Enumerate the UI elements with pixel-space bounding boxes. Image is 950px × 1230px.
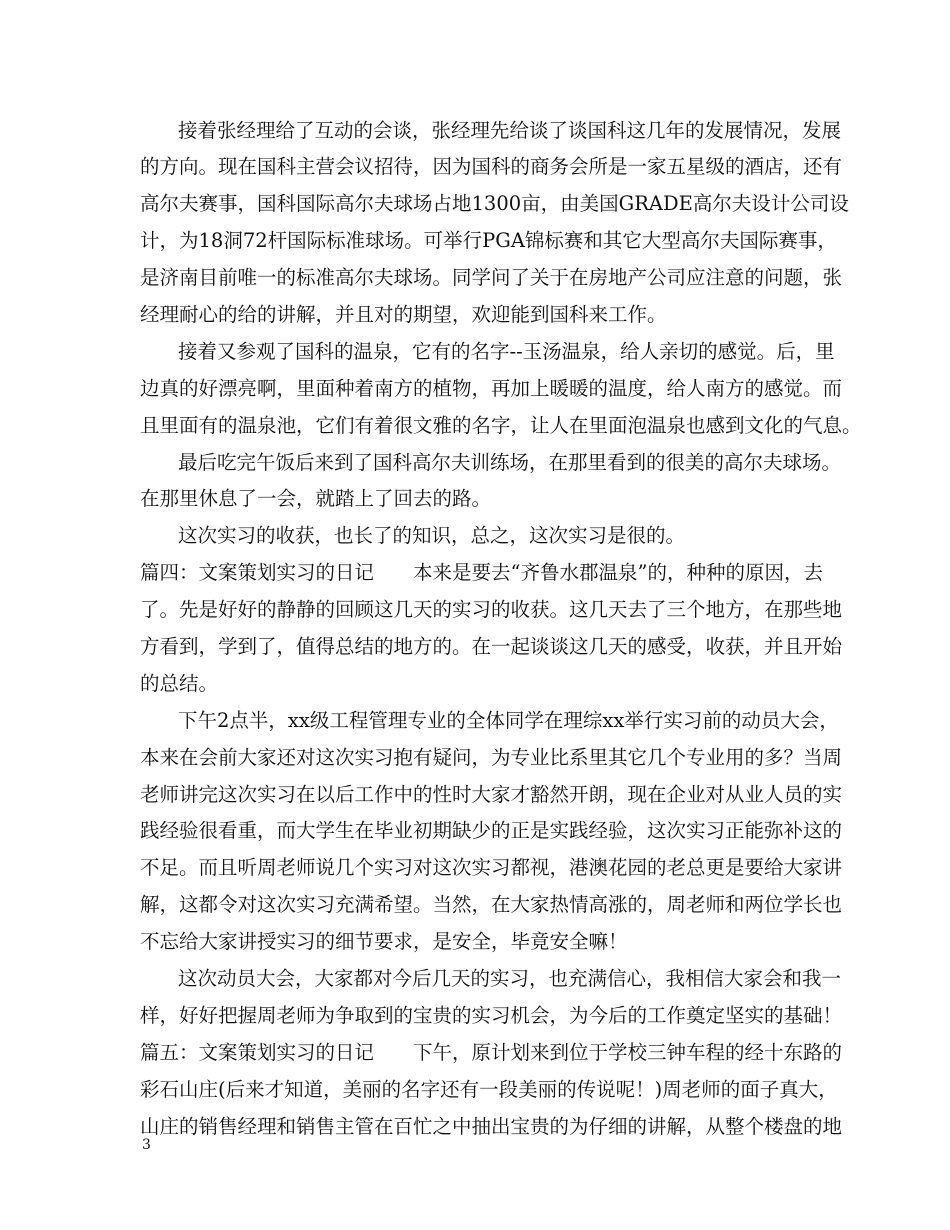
- text-line: 高尔夫赛事，国科国际高尔夫球场占地1300亩，由美国GRADE高尔夫设计公司设: [140, 192, 849, 215]
- text-line: 篇四：文案策划实习的日记 本来是要去“齐鲁水郡温泉”的，种种的原因，去: [140, 561, 823, 584]
- text-line: 解，这都令对这次实习充满希望。当然，在大家热情高涨的，周老师和两位学长也: [140, 893, 843, 916]
- text-line: 彩石山庄(后来才知道，美丽的名字还有一段美丽的传说呢！)周老师的面子真大，: [140, 1078, 838, 1101]
- text-line: 的方向。现在国科主营会议招待，因为国科的商务会所是一家五星级的酒店，还有: [140, 155, 843, 178]
- text-line: 践经验很看重，而大学生在毕业初期缺少的正是实践经验，这次实习正能弥补这的: [140, 819, 843, 842]
- text-line: 边真的好漂亮啊，里面种着南方的植物，再加上暖暖的温度，给人南方的感觉。而: [140, 377, 843, 400]
- text-line: 不足。而且听周老师说几个实习对这次实习都视，港澳花园的老总更是要给大家讲: [140, 856, 843, 879]
- text-line: 了。先是好好的静静的回顾这几天的实习的收获。这几天去了三个地方，在那些地: [140, 598, 843, 621]
- text-line: 篇五：文案策划实习的日记 下午，原计划来到位于学校三钟车程的经十东路的: [140, 1041, 843, 1064]
- text-line: 接着又参观了国科的温泉，它有的名字--玉汤温泉，给人亲切的感觉。后，里: [178, 340, 835, 363]
- text-line: 下午2点半，xx级工程管理专业的全体同学在理综xx举行实习前的动员大会，: [178, 709, 839, 732]
- text-line: 本来在会前大家还对这次实习抱有疑问，为专业比系里其它几个专业用的多？当周: [140, 746, 843, 769]
- text-line: 山庄的销售经理和销售主管在百忙之中抽出宝贵的为仔细的讲解，从整个楼盘的地: [140, 1115, 843, 1138]
- text-line: 不忘给大家讲授实习的细节要求，是安全，毕竟安全嘛！: [140, 930, 628, 953]
- text-line: 且里面有的温泉池，它们有着很文雅的名字，让人在里面泡温泉也感到文化的气息。: [140, 414, 862, 437]
- text-line: 最后吃完午饭后来到了国科高尔夫训练场，在那里看到的很美的高尔夫球场。: [178, 451, 842, 474]
- text-line: 的总结。: [140, 672, 219, 695]
- text-line: 在那里休息了一会，就踏上了回去的路。: [140, 487, 492, 510]
- text-line: 接着张经理给了互动的会谈，张经理先给谈了谈国科这几年的发展情况，发展: [178, 119, 842, 142]
- page-number: 3: [142, 1137, 151, 1153]
- text-line: 老师讲完这次实习在以后工作中的性时大家才豁然开朗，现在企业对从业人员的实: [140, 783, 843, 806]
- text-line: 经理耐心的给的讲解，并且对的期望，欢迎能到国科来工作。: [140, 303, 667, 326]
- text-line: 样，好好把握周老师为争取到的宝贵的实习机会，为今后的工作奠定坚实的基础！: [140, 1004, 843, 1027]
- text-line: 这次实习的收获，也长了的知识，总之，这次实习是很的。: [178, 524, 686, 547]
- text-line: 计，为18洞72杆国际标准球场。可举行PGA锦标赛和其它大型高尔夫国际赛事，: [140, 229, 837, 252]
- text-line: 这次动员大会，大家都对今后几天的实习，也充满信心，我相信大家会和我一: [178, 967, 842, 990]
- text-line: 方看到，学到了，值得总结的地方的。在一起谈谈这几天的感受，收获，并且开始: [140, 635, 843, 658]
- text-line: 是济南目前唯一的标准高尔夫球场。同学问了关于在房地产公司应注意的问题，张: [140, 266, 843, 289]
